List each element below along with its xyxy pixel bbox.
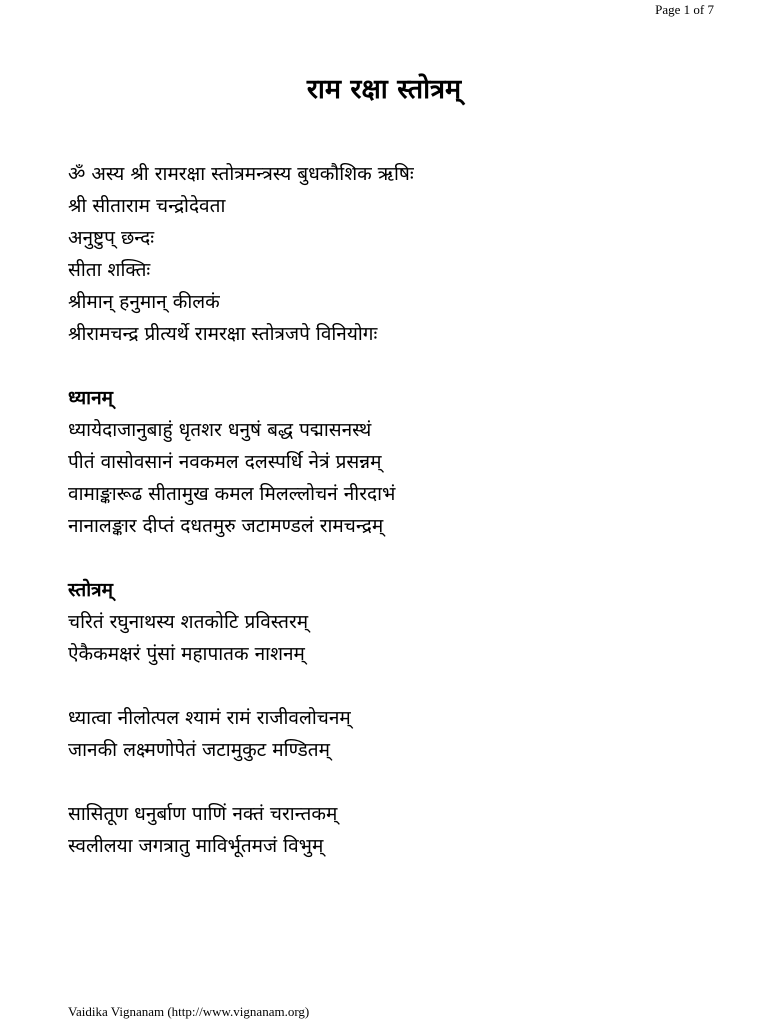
- spacer: [68, 542, 728, 574]
- dhyanam-line: पीतं वासोवसानं नवकमल दलस्पर्धि नेत्रं प्रसन्नम्: [68, 451, 382, 473]
- dhyanam-section: [68, 382, 728, 542]
- spacer: [68, 766, 728, 798]
- dhyanam-line: नानालङ्कार दीप्तं दधतमुरु जटामण्डलं रामचन्द्रम्: [68, 515, 384, 537]
- invocation-line: सीता शक्तिः: [68, 259, 151, 281]
- document-body: [68, 158, 728, 862]
- invocation-line: श्रीमान् हनुमान् कीलकं: [68, 291, 220, 313]
- footer-credit: Vaidika Vignanam (http://www.vignanam.org): [68, 1004, 310, 1019]
- stotram-section: [68, 574, 728, 862]
- verse-line: ऐकैकमक्षरं पुंसां महापातक नाशनम्: [68, 643, 305, 665]
- dhyanam-line: वामाङ्कारूढ सीतामुख कमल मिलल्लोचनं नीरदाभं: [68, 483, 396, 505]
- invocation-line: ॐ अस्य श्री रामरक्षा स्तोत्रमन्त्रस्य बुधकौशिक ऋषिः: [68, 163, 414, 185]
- stotram-heading: स्तोत्रम्: [68, 579, 113, 601]
- invocation-line: अनुष्टुप् छन्दः: [68, 227, 155, 249]
- document-title: राम रक्षा स्तोत्रम्: [306, 74, 462, 105]
- dhyanam-heading: ध्यानम्: [68, 387, 113, 409]
- dhyanam-line: ध्यायेदाजानुबाहुं धृतशर धनुषं बद्ध पद्मासनस्थं: [68, 419, 372, 441]
- invocation-line: श्री सीताराम चन्द्रोदेवता: [68, 195, 226, 217]
- spacer: [68, 350, 728, 382]
- verse-line: चरितं रघुनाथस्य शतकोटि प्रविस्तरम्: [68, 611, 309, 633]
- verse-line: स्वलीलया जगत्रातु माविर्भूतमजं विभुम्: [68, 835, 324, 857]
- verse: [68, 702, 728, 766]
- verse: [68, 606, 728, 670]
- spacer: [68, 670, 728, 702]
- page-number: Page 1 of 7: [655, 2, 714, 17]
- invocation-section: [68, 158, 728, 350]
- invocation-line: श्रीरामचन्द्र प्रीत्यर्थे रामरक्षा स्तोत्रजपे विनियोगः: [68, 323, 378, 345]
- verse-line: सासितूण धनुर्बाण पाणिं नक्तं चरान्तकम्: [68, 803, 338, 825]
- verse-line: ध्यात्वा नीलोत्पल श्यामं रामं राजीवलोचनम्: [68, 707, 351, 729]
- verse-line: जानकी लक्ष्मणोपेतं जटामुकुट मण्डितम्: [68, 739, 330, 761]
- verse: [68, 798, 728, 862]
